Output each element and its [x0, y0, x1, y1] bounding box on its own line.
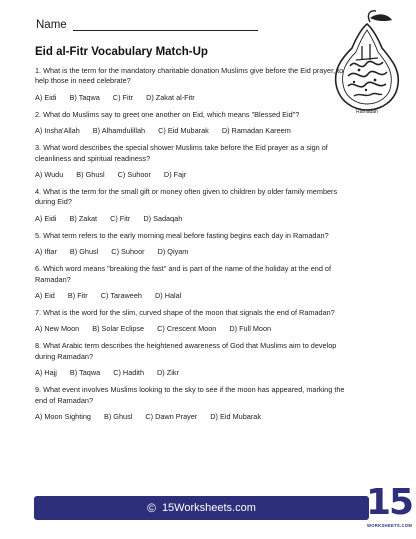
footer-text[interactable] — [147, 501, 256, 515]
answer-option[interactable]: D) Sadaqah — [143, 213, 183, 223]
answer-option[interactable]: A) Insha'Allah — [35, 126, 80, 136]
answer-option[interactable]: D) Ramadan Kareem — [221, 126, 291, 136]
question-item — [35, 385, 345, 422]
question-item — [35, 231, 345, 257]
answer-option[interactable]: A) Eidi — [35, 92, 57, 102]
answer-options — [35, 412, 345, 422]
question-item — [35, 66, 345, 103]
answer-option[interactable]: A) Hajj — [35, 368, 57, 378]
answer-option[interactable]: A) Moon Sighting — [35, 412, 91, 422]
answer-option[interactable]: C) Fitr — [110, 213, 131, 223]
logo-subtitle: WORKSHEETS.COM — [367, 523, 413, 528]
questions-list — [35, 66, 345, 429]
answer-option[interactable]: B) Ghusl — [69, 247, 99, 257]
answer-option[interactable]: A) Wudu — [35, 170, 64, 180]
question-item — [35, 264, 345, 301]
brand-logo — [364, 482, 412, 534]
question-item — [35, 110, 345, 136]
question-item — [35, 187, 345, 224]
question-text: 5. What term refers to the early morning meal before fasting begins each day in Ramadan? — [35, 230, 329, 240]
answer-option[interactable]: B) Fitr — [67, 291, 88, 301]
answer-option[interactable]: D) Zikr — [157, 368, 179, 378]
question-item — [35, 341, 345, 378]
answer-option[interactable]: C) Fitr — [112, 92, 134, 102]
footer-bar — [34, 496, 369, 520]
answer-option[interactable]: D) Fajr — [163, 170, 187, 180]
question-text: 7. What is the word for the slim, curved shape of the moon that signals the end of Ramadan? — [35, 308, 335, 318]
answer-options — [35, 291, 345, 301]
answer-options — [35, 324, 345, 334]
answer-option[interactable]: B) Taqwa — [69, 92, 100, 102]
answer-option[interactable]: C) Suhoor — [117, 170, 151, 180]
answer-option[interactable]: B) Zakat — [69, 213, 98, 223]
answer-options — [35, 368, 345, 378]
worksheet-title: Eid al-Fitr Vocabulary Match-Up — [35, 46, 208, 58]
answer-options — [35, 170, 345, 180]
answer-options — [35, 247, 345, 257]
name-label: Name — [36, 19, 67, 31]
answer-option[interactable]: C) Taraweeh — [100, 291, 142, 301]
question-text: 4. What is the term for the small gift or money often given to children by older family members during Eid? — [35, 187, 338, 207]
answer-option[interactable]: D) Qiyam — [157, 247, 189, 257]
question-item — [35, 143, 345, 180]
question-text: 1. What is the term for the mandatory charitable donation Muslims give before the Eid prayer, to help those in need celebrate? — [35, 66, 344, 86]
answer-option[interactable]: A) Iftar — [35, 247, 57, 257]
question-item — [35, 308, 345, 334]
question-text: 9. What event involves Muslims looking to the sky to see if the moon has appeared, marking the end of Ramadan? — [35, 385, 345, 405]
question-text: 6. Which word means "breaking the fast" and is part of the name of the holiday at the end of Ramadan? — [35, 264, 332, 284]
name-row — [36, 19, 258, 31]
answer-option[interactable]: D) Full Moon — [229, 324, 272, 334]
answer-option[interactable]: D) Halal — [154, 291, 182, 301]
answer-option[interactable]: D) Zakat al-Fitr — [146, 92, 195, 102]
answer-option[interactable]: B) Taqwa — [69, 368, 101, 378]
answer-options — [35, 93, 345, 103]
emblem-caption: Ramadan — [356, 109, 378, 113]
answer-options — [35, 126, 345, 136]
answer-option[interactable]: B) Solar Eclipse — [92, 324, 145, 334]
name-line[interactable] — [73, 19, 258, 31]
answer-option[interactable]: B) Alhamdulillah — [92, 126, 146, 136]
question-text: 8. What Arabic term describes the heightened awareness of God that Muslims aim to develop during Ramadan? — [35, 341, 337, 361]
answer-option[interactable]: B) Ghusl — [103, 412, 133, 422]
question-text: 2. What do Muslims say to greet one another on Eid, which means "Blessed Eid"? — [35, 109, 300, 119]
answer-option[interactable]: C) Eid Mubarak — [158, 126, 209, 136]
answer-option[interactable]: B) Ghusl — [76, 170, 105, 180]
answer-options — [35, 214, 345, 224]
answer-option[interactable]: A) Eidi — [35, 213, 57, 223]
footer-site-link[interactable]: 15Worksheets.com — [161, 502, 256, 514]
answer-option[interactable]: A) Eid — [35, 291, 55, 301]
answer-option[interactable]: D) Eid Mubarak — [210, 412, 261, 422]
answer-option[interactable]: C) Suhoor — [111, 247, 145, 257]
answer-option[interactable]: C) Dawn Prayer — [145, 412, 198, 422]
answer-option[interactable]: C) Hadith — [113, 368, 145, 378]
copyright-icon: © — [147, 501, 156, 515]
answer-option[interactable]: A) New Moon — [35, 324, 80, 334]
question-text: 3. What word describes the special shower Muslims take before the Eid prayer as a sign of cleanliness and spiritual readiness? — [35, 143, 328, 163]
logo-number: 15 — [366, 482, 413, 523]
answer-option[interactable]: C) Crescent Moon — [157, 324, 217, 334]
